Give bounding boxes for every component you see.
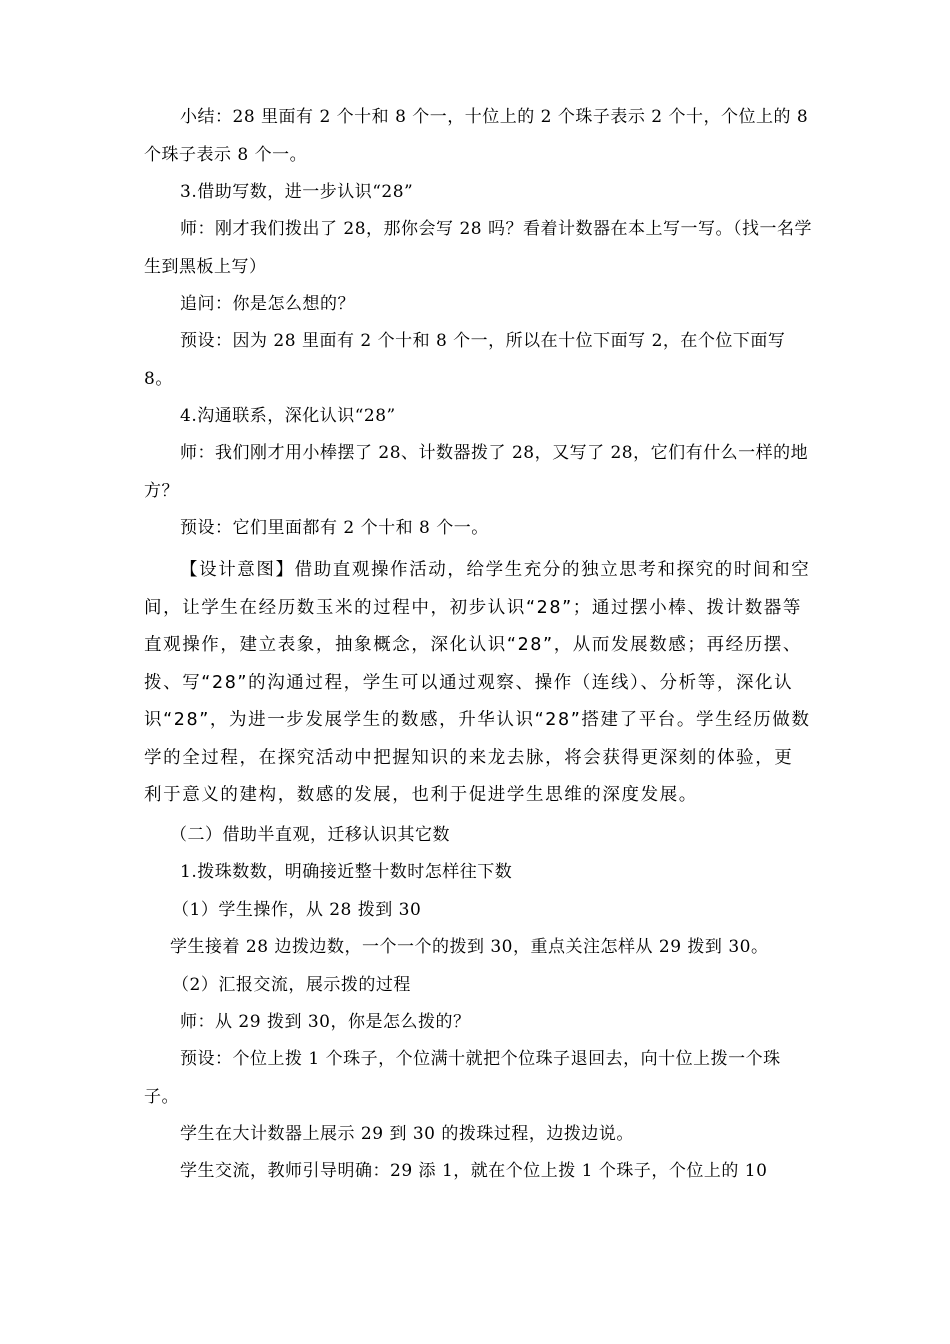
- step-1-heading: 1.拨珠数数，明确接近整十数时怎样往下数: [180, 862, 513, 882]
- design-intent-paragraph: 【设计意图】借助直观操作活动，给学生充分的独立思考和探究的时间和空间，让学生在经历数玉米的过程中，初步认识“28”；通过摆小棒、拨计数器等直观操作，建立表象，抽象概念，深化认识“28”，从而发展数感；再经历摆、拨、写“28”的沟通过程，学生可以通过观察、操作（连线）、分析等，深化认识“28”，为进一步发展学生的数感，升华认识“28”搭建了平台。学生经历做数学的全过程，在探究活动中把握知识的来龙去脉，将会获得更深刻的体验，更利于意义的建构，数感的发展，也利于促进学生思维的深度发展。: [144, 560, 811, 805]
- student-demo-paragraph: 学生在大计数器上展示 29 到 30 的拨珠过程，边拨边说。: [180, 1124, 634, 1144]
- summary-paragraph: 小结：28 里面有 2 个十和 8 个一，十位上的 2 个珠子表示 2 个十，个位上的 8 个珠子表示 8 个一。: [144, 107, 809, 165]
- teacher-how-question: 师：从 29 拨到 30，你是怎么拨的？: [180, 1012, 471, 1032]
- step-1-sub-2: （2）汇报交流，展示拨的过程: [172, 975, 411, 995]
- teacher-question-paragraph: 师：刚才我们拨出了 28，那你会写 28 吗？看着计数器在本上写一写。（找一名学生到黑板上写）: [144, 219, 812, 277]
- student-exchange-paragraph: 学生交流，教师引导明确：29 添 1，就在个位上拨 1 个珠子，个位上的 10: [180, 1161, 768, 1181]
- section-heading-3: 3.借助写数，进一步认识“28”: [180, 182, 414, 202]
- preset-answer-3: 预设：个位上拨 1 个珠子，个位满十就把个位珠子退回去，向十位上拨一个珠子。: [144, 1049, 781, 1107]
- part-two-heading: （二）借助半直观，迁移认识其它数: [170, 825, 450, 845]
- follow-up-question: 追问：你是怎么想的？: [180, 294, 355, 314]
- preset-answer-2: 预设：它们里面都有 2 个十和 8 个一。: [180, 518, 489, 538]
- preset-answer-paragraph: 预设：因为 28 里面有 2 个十和 8 个一，所以在十位下面写 2，在个位下面写 8。: [144, 331, 786, 389]
- step-1-sub-1: （1）学生操作，从 28 拨到 30: [172, 900, 422, 920]
- student-operation-paragraph: 学生接着 28 边拨边数，一个一个的拨到 30，重点关注怎样从 29 拨到 30。: [170, 937, 769, 957]
- teacher-connection-paragraph: 师：我们刚才用小棒摆了 28、计数器拨了 28，又写了 28，它们有什么一样的地方？: [144, 443, 809, 501]
- section-heading-4: 4.沟通联系，深化认识“28”: [180, 406, 396, 426]
